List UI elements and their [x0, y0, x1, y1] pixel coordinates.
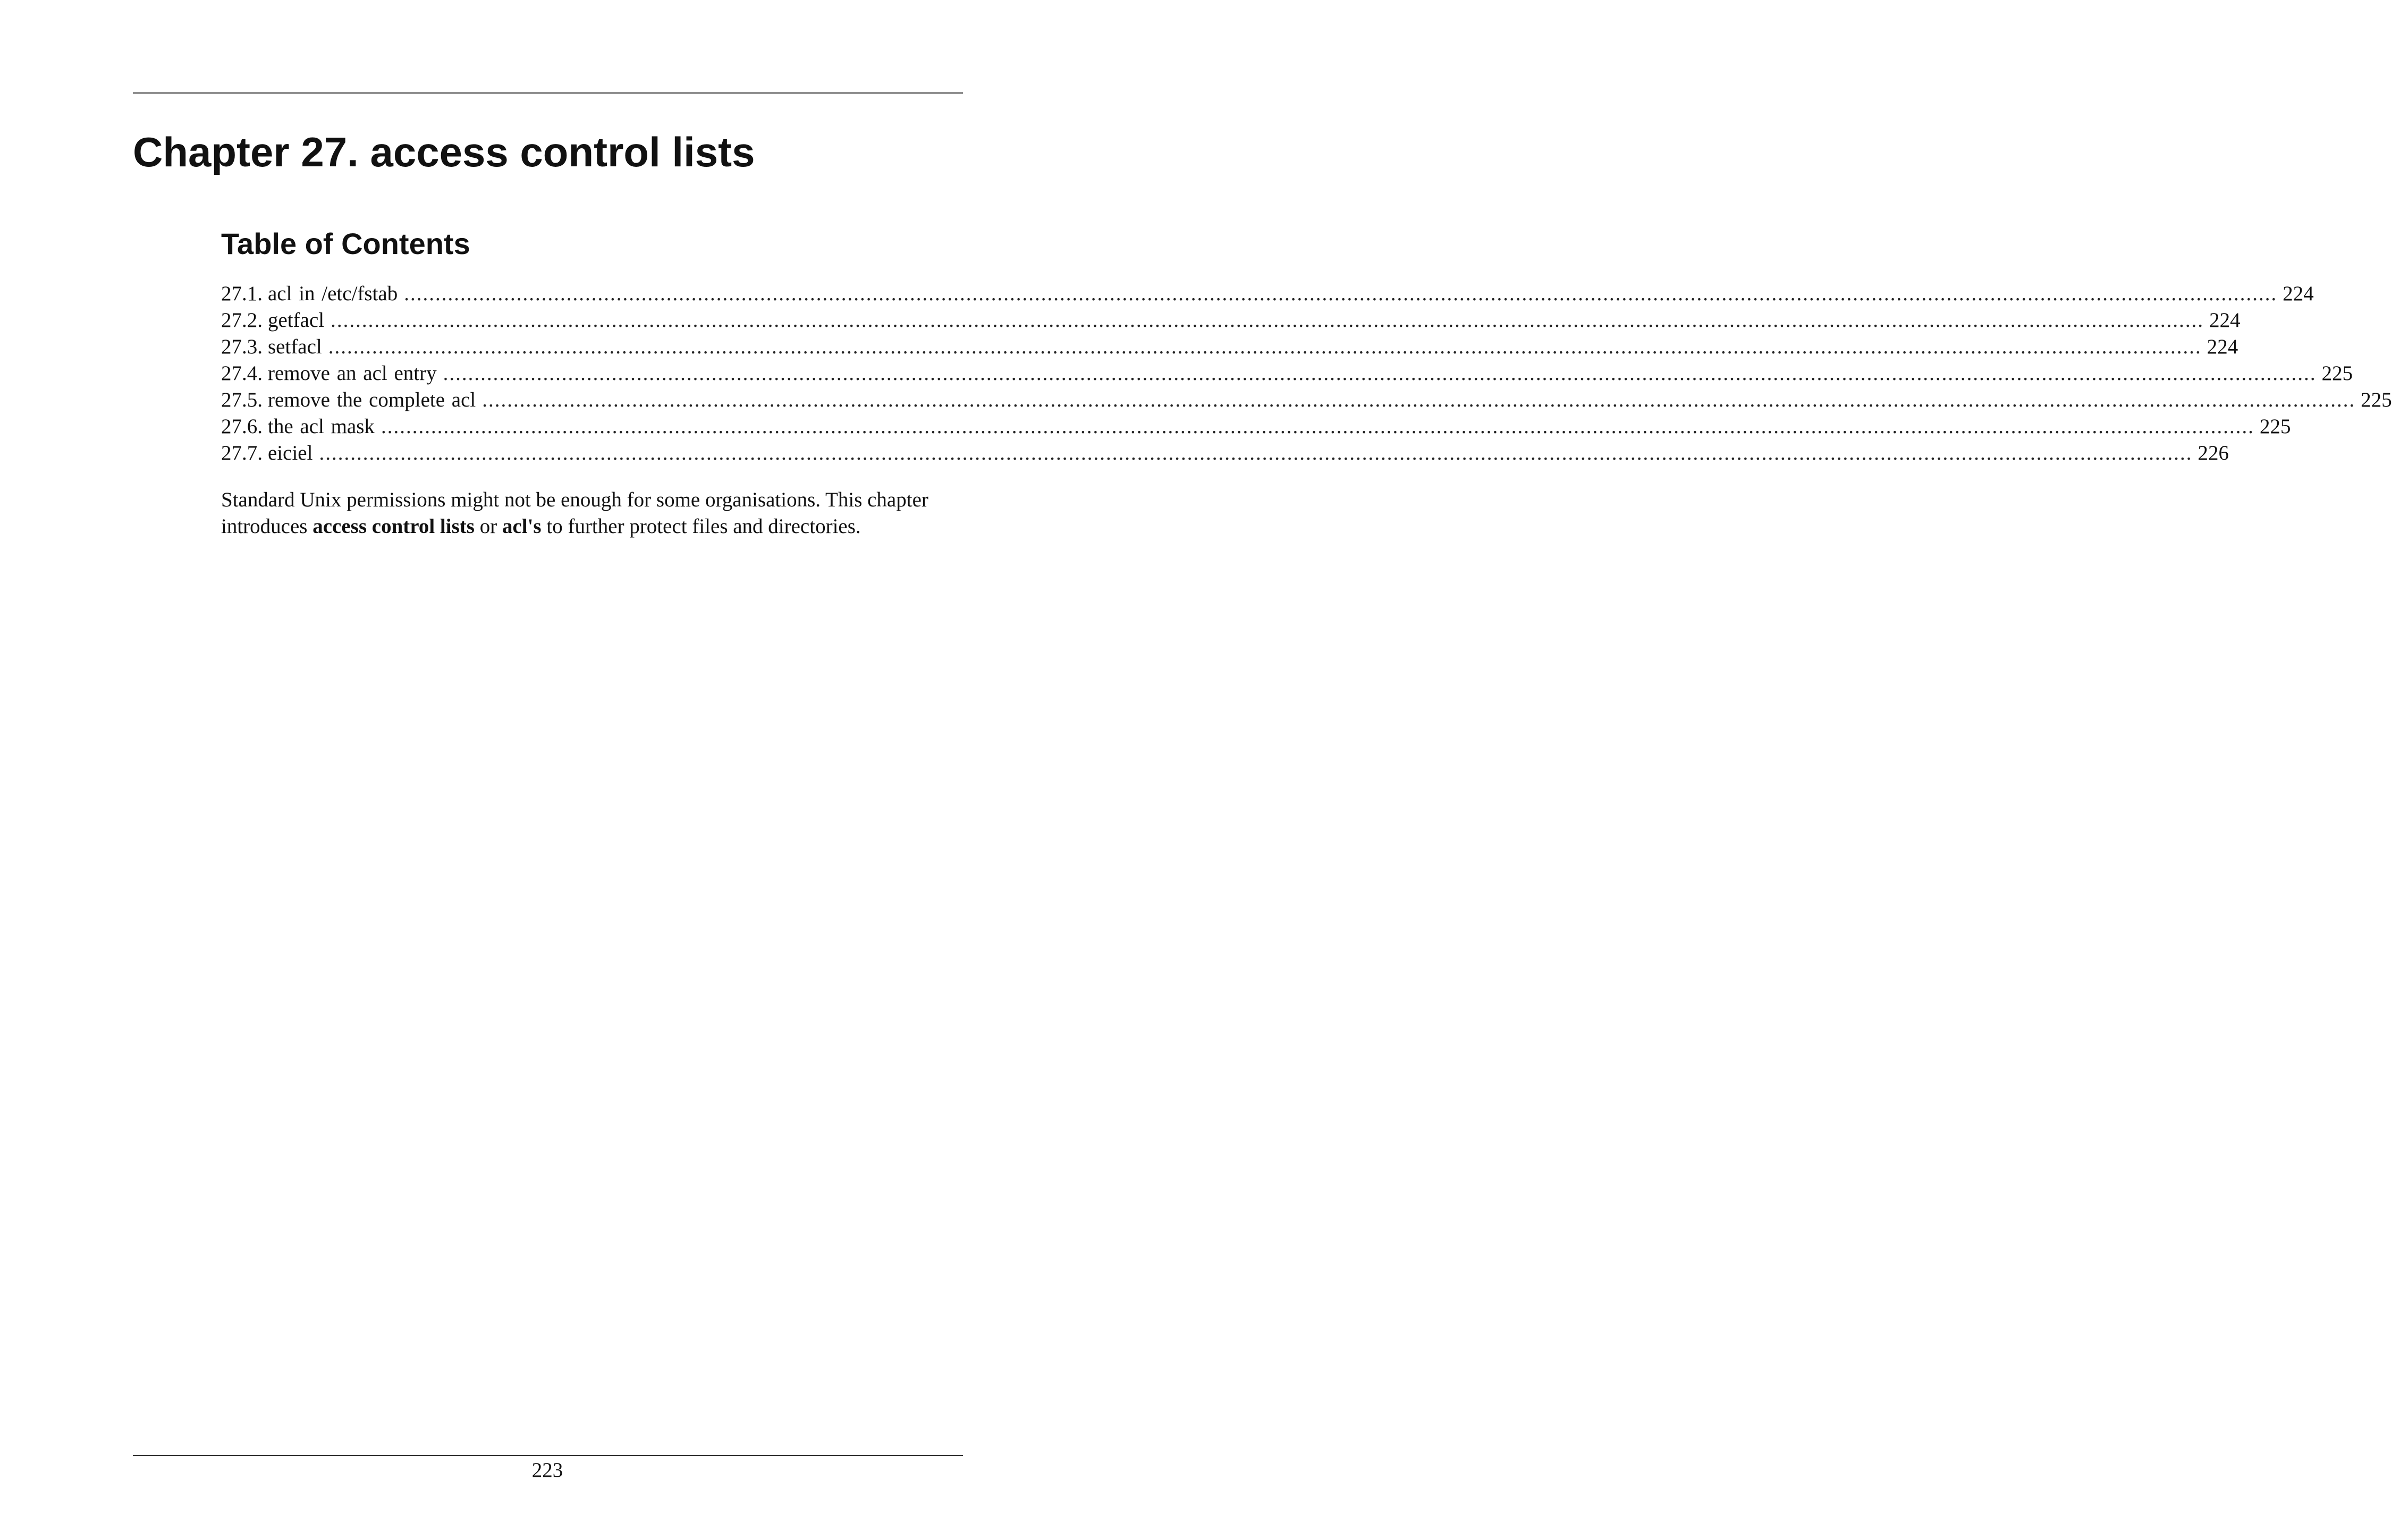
toc-leader-dots: ............................................................................................................................................................................................................................................................................................................: [443, 362, 2317, 385]
footer-rule: [133, 1455, 963, 1456]
toc-entry-page[interactable]: 224: [2207, 335, 2238, 358]
toc-entry-acl-mask[interactable]: [221, 413, 2291, 440]
toc-leader-dots: ............................................................................................................................................................................................................................................................................................................: [331, 309, 2204, 332]
toc-heading: Table of Contents: [221, 227, 470, 260]
toc-entry-title[interactable]: getfacl: [268, 309, 325, 332]
toc-entry-title[interactable]: eiciel: [268, 442, 313, 464]
toc-entry-number: 27.5.: [221, 388, 263, 411]
toc-entry-title[interactable]: remove an acl entry: [268, 362, 437, 385]
toc-entry-number: 27.7.: [221, 442, 263, 464]
toc-entry-title[interactable]: acl in /etc/fstab: [268, 282, 398, 305]
toc-entry-number: 27.2.: [221, 309, 263, 332]
toc-entry-number: 27.3.: [221, 335, 263, 358]
toc-leader-dots: ............................................................................................................................................................................................................................................................................................................: [381, 415, 2254, 438]
toc-entry-page[interactable]: 226: [2197, 442, 2229, 464]
toc-entry-page[interactable]: 224: [2209, 309, 2241, 332]
intro-line-1: Standard Unix permissions might not be enough for some organisations. This chapter: [221, 488, 928, 511]
chapter-title: Chapter 27. access control lists: [133, 129, 755, 175]
toc-entry-remove-complete-acl[interactable]: [221, 387, 2392, 413]
toc-entry-acl-in-fstab[interactable]: [221, 281, 2314, 307]
intro-line-2-middle: or: [474, 515, 502, 538]
toc-leader-dots: ............................................................................................................................................................................................................................................................................................................: [328, 335, 2202, 358]
toc-entry-remove-acl-entry[interactable]: [221, 360, 2353, 387]
toc-leader-dots: ............................................................................................................................................................................................................................................................................................................: [319, 442, 2193, 464]
toc-entry-number: 27.4.: [221, 362, 263, 385]
intro-line-2-end: to further protect files and directories.: [541, 515, 861, 538]
toc-entry-page[interactable]: 224: [2283, 282, 2314, 305]
toc-entry-title[interactable]: setfacl: [268, 335, 322, 358]
page-number: 223: [531, 1459, 563, 1482]
term-access-control-lists: access control lists: [312, 515, 475, 538]
toc-entry-setfacl[interactable]: [221, 334, 2238, 360]
toc-entry-title[interactable]: the acl mask: [268, 415, 375, 438]
table-of-contents: [221, 281, 2392, 467]
intro-paragraph: [221, 487, 965, 540]
toc-leader-dots: ............................................................................................................................................................................................................................................................................................................: [482, 388, 2356, 411]
term-acls: acl's: [502, 515, 542, 538]
toc-entry-eiciel[interactable]: [221, 440, 2229, 467]
toc-entry-page[interactable]: 225: [2321, 362, 2353, 385]
header-rule: [133, 92, 963, 94]
toc-entry-number: 27.1.: [221, 282, 263, 305]
toc-entry-title[interactable]: remove the complete acl: [268, 388, 476, 411]
toc-leader-dots: ............................................................................................................................................................................................................................................................................................................: [404, 282, 2278, 305]
toc-entry-page[interactable]: 225: [2361, 388, 2392, 411]
toc-entry-number: 27.6.: [221, 415, 263, 438]
toc-entry-getfacl[interactable]: [221, 307, 2241, 334]
toc-entry-page[interactable]: 225: [2259, 415, 2291, 438]
intro-line-2-start: introduces: [221, 515, 313, 538]
